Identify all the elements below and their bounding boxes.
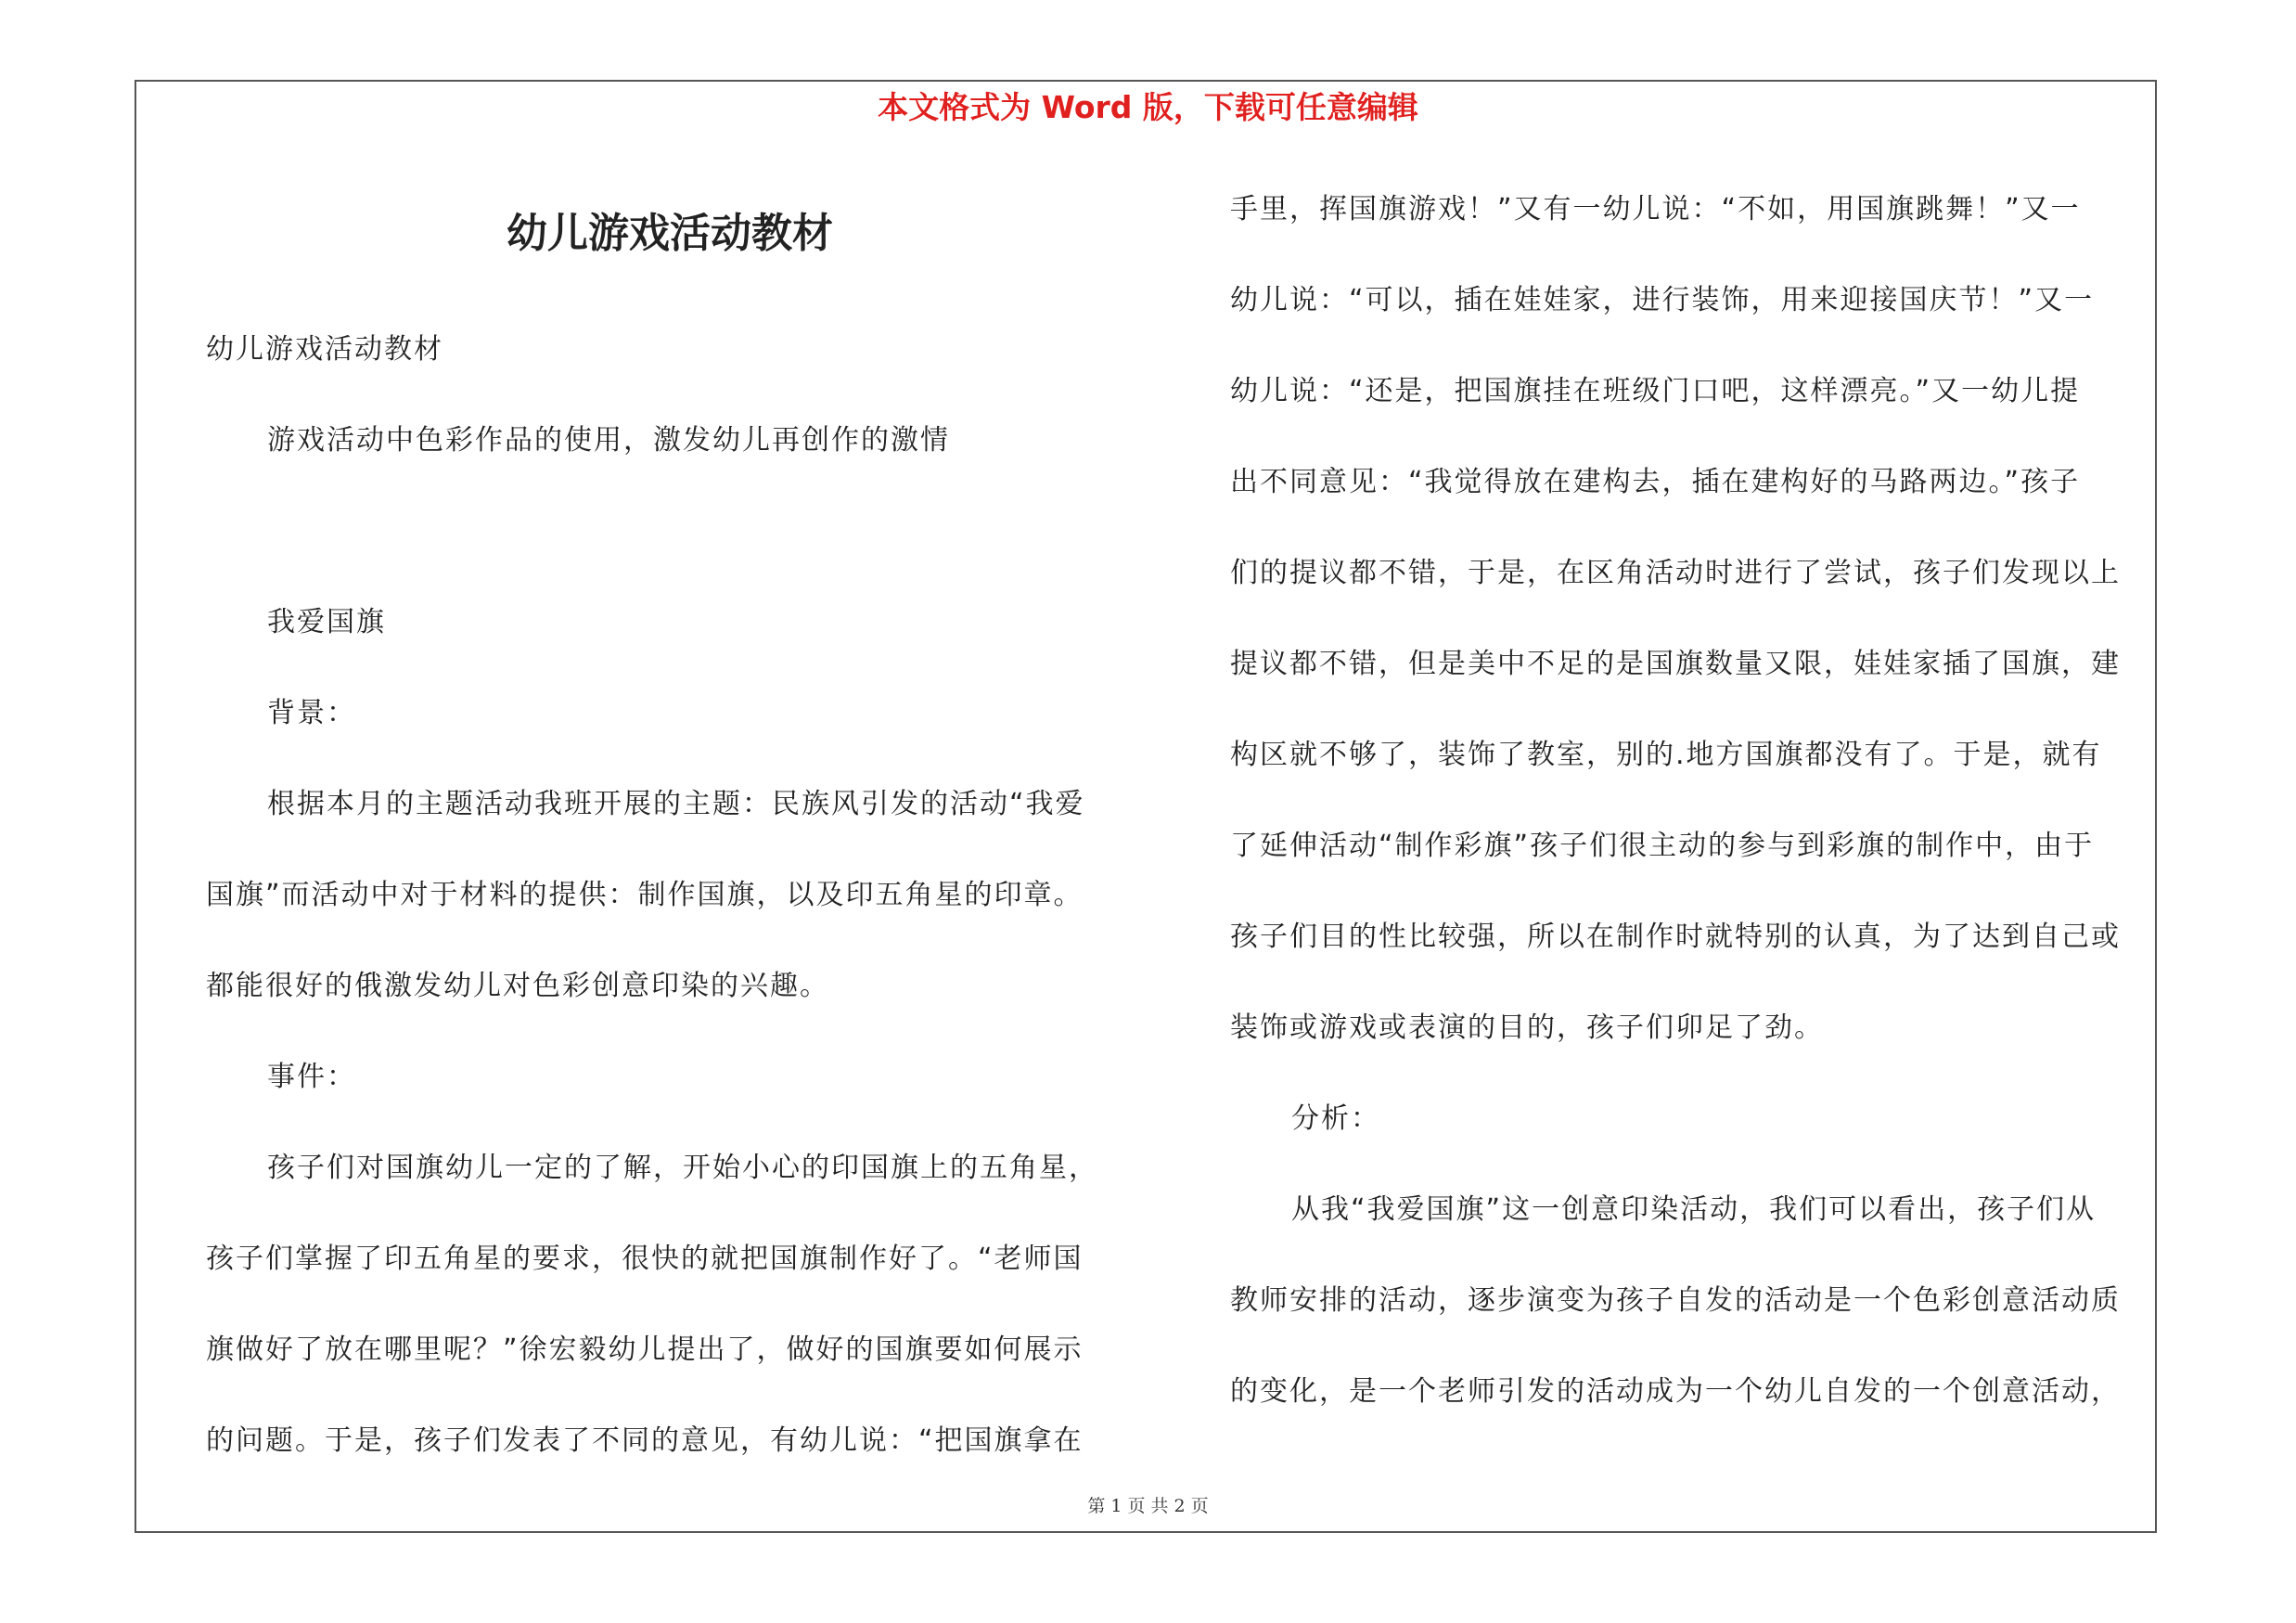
right-column-line: 从我“我爱国旗”这一创意印染活动，我们可以看出，孩子们从: [1291, 1193, 2097, 1226]
right-column-line: 教师安排的活动，逐步演变为孩子自发的活动是一个色彩创意活动质: [1230, 1284, 2121, 1317]
left-column-line: 旗做好了放在哪里呢？”徐宏毅幼儿提出了，做好的国旗要如何展示: [206, 1333, 1084, 1366]
left-column-line: [206, 486, 1134, 577]
right-column-line: 幼儿说：“可以，插在娃娃家，进行装饰，用来迎接国庆节！”又一: [1230, 284, 2095, 316]
right-column-line: 们的提议都不错，于是，在区角活动时进行了尝试，孩子们发现以上: [1230, 557, 2121, 589]
right-column-line: 的变化，是一个老师引发的活动成为一个幼儿自发的一个创意活动，: [1230, 1375, 2121, 1408]
right-column-line: 构区就不够了，装饰了教室，别的.地方国旗都没有了。于是，就有: [1230, 739, 2102, 771]
left-column-line: 游戏活动中色彩作品的使用，激发幼儿再创作的激情: [267, 424, 950, 457]
left-column-line: 的问题。于是，孩子们发表了不同的意见，有幼儿说：“把国旗拿在: [206, 1424, 1084, 1457]
right-column-line: 装饰或游戏或表演的目的，孩子们卯足了劲。: [1230, 1011, 1824, 1044]
left-column-line: 根据本月的主题活动我班开展的主题：民族风引发的活动“我爱: [267, 788, 1085, 820]
left-column-line: 国旗”而活动中对于材料的提供：制作国旗，以及印五角星的印章。: [206, 879, 1084, 911]
right-column-line: 孩子们目的性比较强，所以在制作时就特别的认真，为了达到自己或: [1230, 921, 2121, 953]
right-column-line: 提议都不错，但是美中不足的是国旗数量又限，娃娃家插了国旗，建: [1230, 648, 2121, 680]
left-column-line: 事件：: [267, 1061, 356, 1093]
right-column-line: 了延伸活动“制作彩旗”孩子们很主动的参与到彩旗的制作中，由于: [1230, 830, 2095, 862]
left-column-line: 我爱国旗: [267, 606, 386, 638]
left-column-line: 背景：: [267, 697, 356, 729]
document-title: 幼儿游戏活动教材: [507, 210, 833, 257]
left-column-line: 孩子们对国旗幼儿一定的了解，开始小心的印国旗上的五角星，: [267, 1152, 1098, 1184]
left-column-line: 孩子们掌握了印五角星的要求，很快的就把国旗制作好了。“老师国: [206, 1243, 1084, 1275]
right-column-line: 幼儿说：“还是，把国旗挂在班级门口吧，这样漂亮。”又一幼儿提: [1230, 375, 2081, 407]
page-footer: 第 1 页 共 2 页: [1087, 1496, 1209, 1516]
right-column-line: 分析：: [1291, 1102, 1380, 1135]
left-column-line: 幼儿游戏活动教材: [206, 333, 443, 366]
right-column-line: 出不同意见：“我觉得放在建构去，插在建构好的马路两边。”孩子: [1230, 466, 2081, 498]
left-column-line: 都能很好的俄激发幼儿对色彩创意印染的兴趣。: [206, 970, 829, 1002]
right-column: [1230, 164, 2158, 1437]
left-column: [206, 304, 1134, 1487]
banner: 本文格式为 Word 版，下载可任意编辑: [878, 89, 1418, 125]
right-column-line: 手里，挥国旗游戏！”又有一幼儿说：“不如，用国旗跳舞！”又一: [1230, 193, 2081, 225]
